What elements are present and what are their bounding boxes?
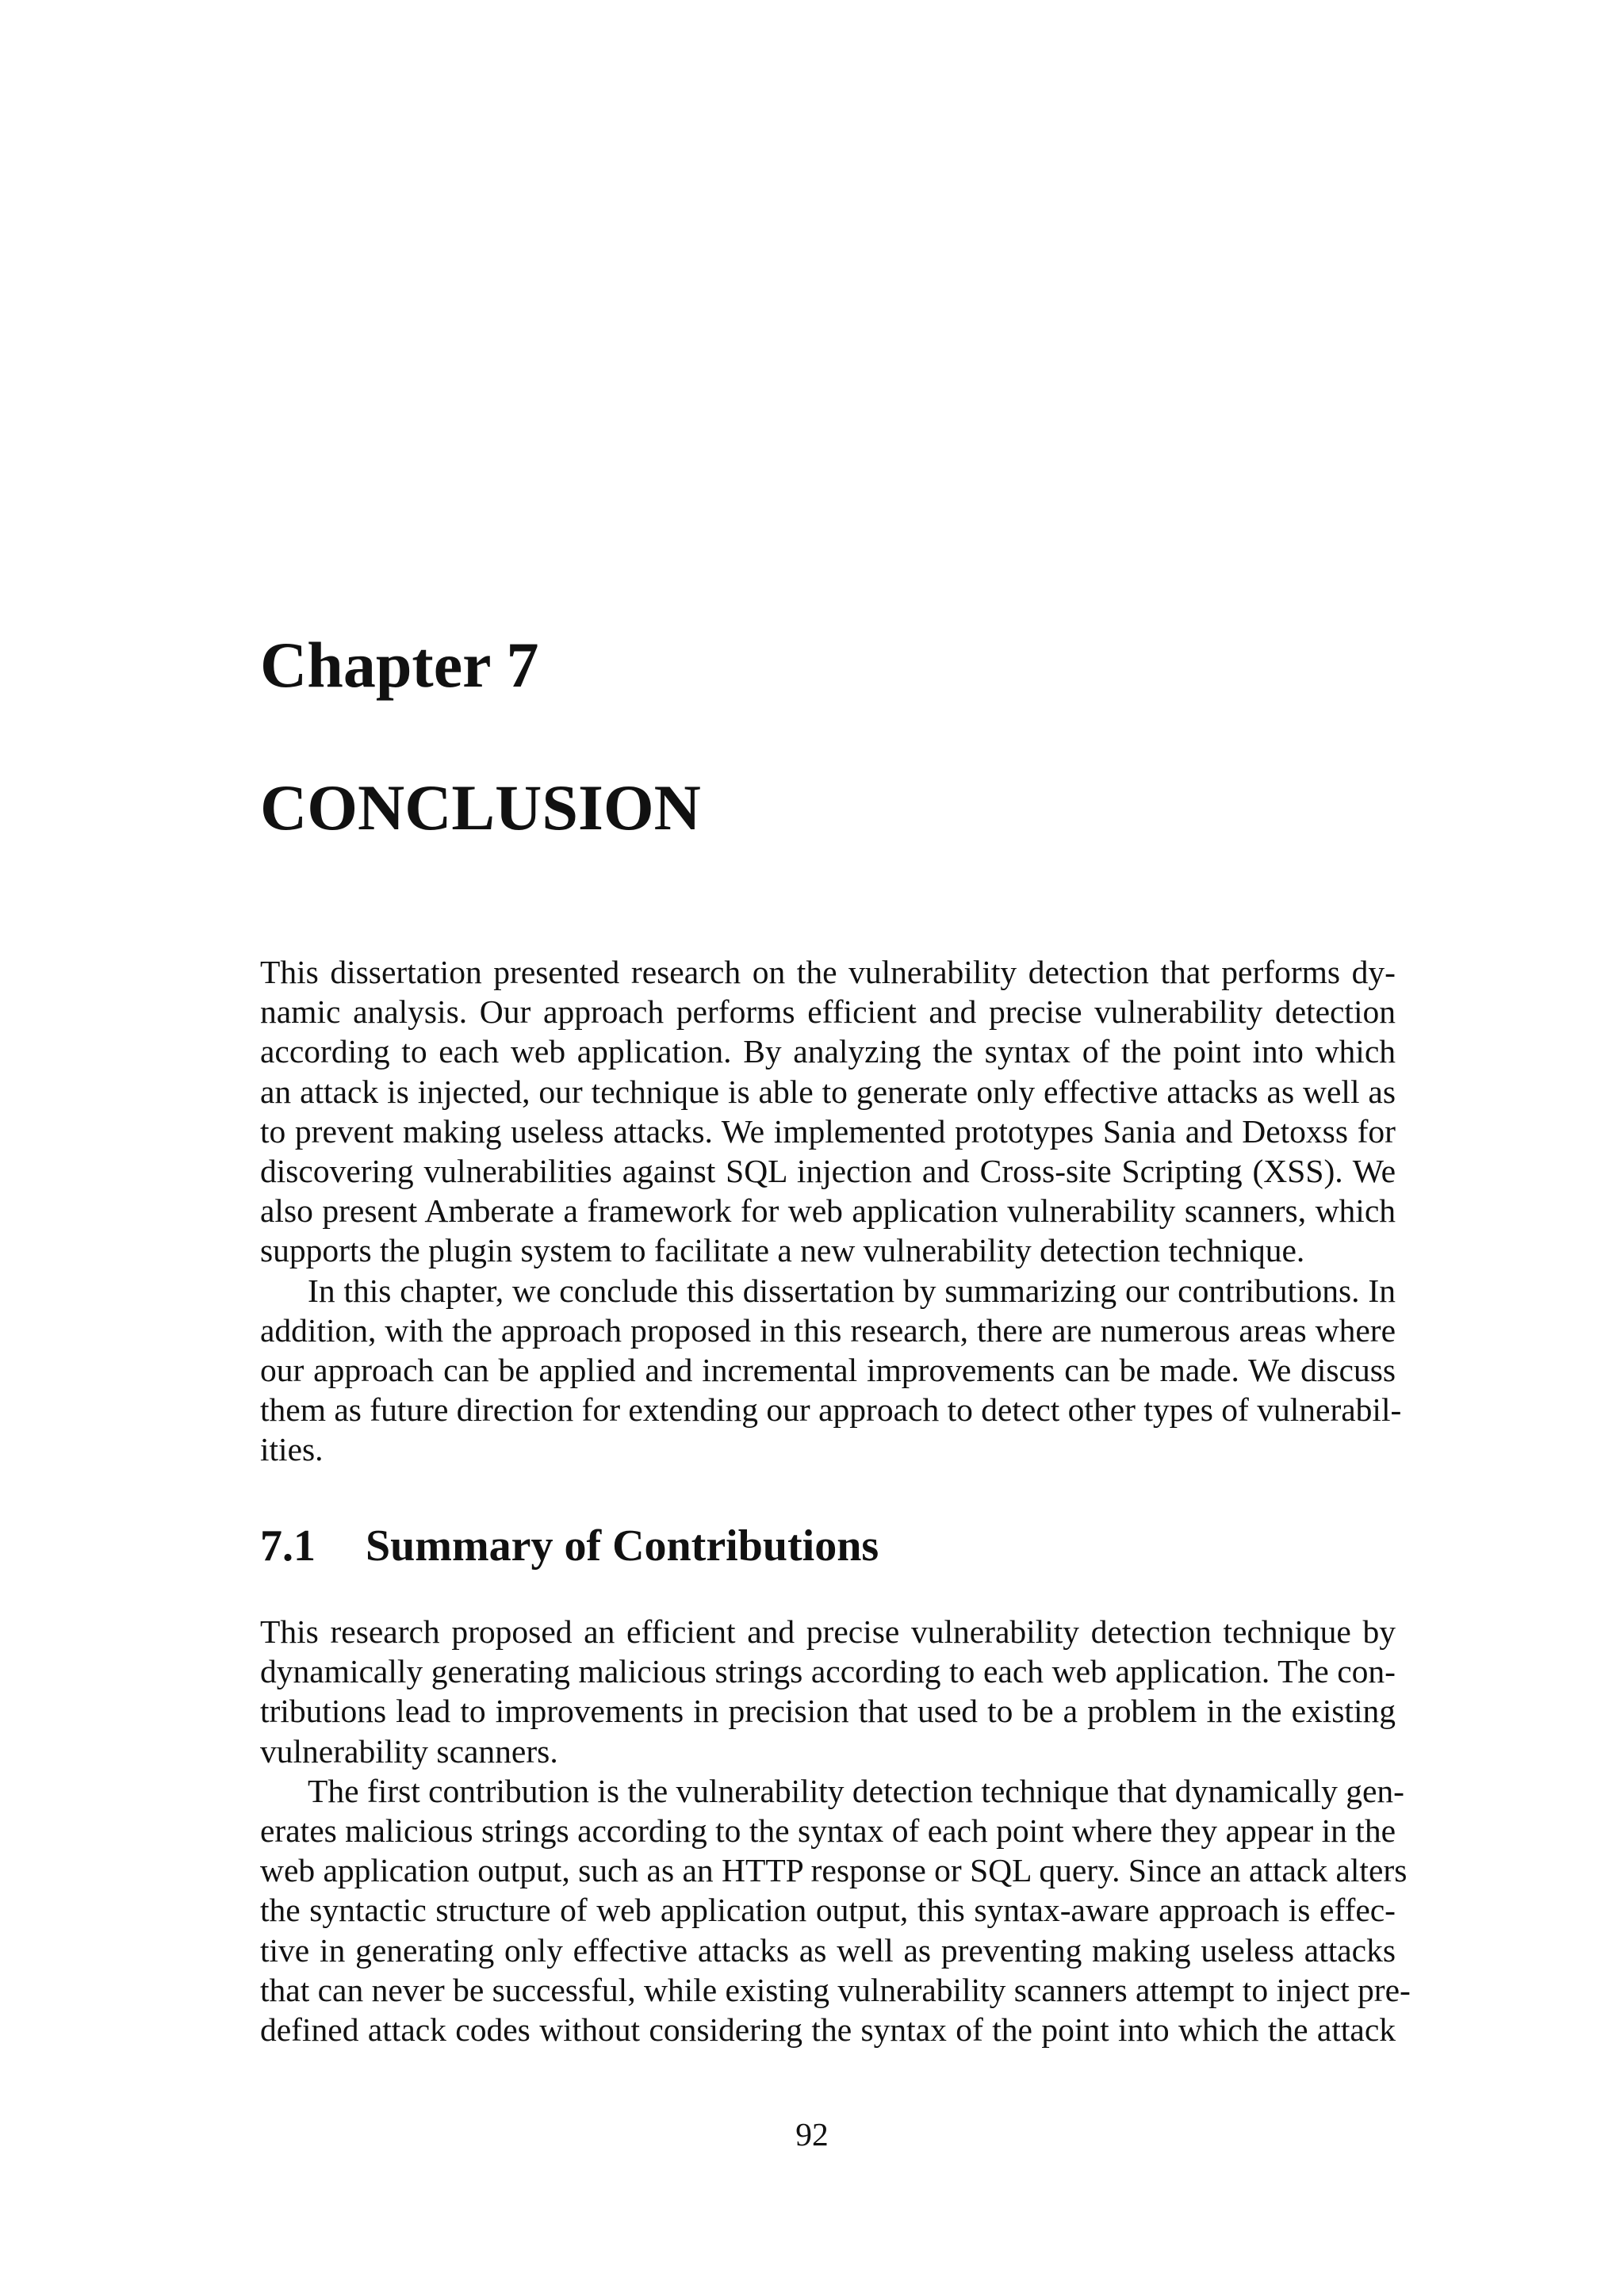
text-line: to prevent making useless attacks. We implemented prototypes Sania and Detoxss for bbox=[260, 1112, 1396, 1150]
text-line: also present Amberate a framework for web application vulnerability scanners, which bbox=[260, 1192, 1396, 1230]
text-line: In this chapter, we conclude this dissertation by summarizing our contributions. In bbox=[308, 1272, 1396, 1309]
text-line: discovering vulnerabilities against SQL injection and Cross-site Scripting (XSS). We bbox=[260, 1152, 1396, 1189]
chapter-label: Chapter 7 bbox=[260, 629, 539, 701]
text-line: the syntactic structure of web application output, this syntax-aware approach is effec- bbox=[260, 1892, 1396, 1929]
text-line: dynamically generating malicious strings according to each web application. The con- bbox=[260, 1653, 1396, 1690]
chapter-title: CONCLUSION bbox=[260, 771, 701, 844]
text-line: supports the plugin system to facilitate a new vulnerability detection technique. bbox=[260, 1232, 1305, 1269]
text-line: that can never be successful, while existing vulnerability scanners attempt to inject pre- bbox=[260, 1971, 1411, 2008]
text-line: our approach can be applied and incremental improvements can be made. We discuss bbox=[260, 1351, 1396, 1388]
text-line: namic analysis. Our approach performs efficient and precise vulnerability detection bbox=[260, 993, 1396, 1031]
text-line: vulnerability scanners. bbox=[260, 1732, 558, 1770]
text-line: This dissertation presented research on the vulnerability detection that performs dy- bbox=[260, 954, 1396, 990]
text-line: ities. bbox=[260, 1431, 324, 1468]
text-line: defined attack codes without considering the syntax of the point into which the attack bbox=[260, 2011, 1396, 2048]
section-title: Summary of Contributions bbox=[366, 1521, 879, 1571]
section-heading bbox=[260, 1521, 879, 1571]
text-line: erates malicious strings according to the syntax of each point where they appear in the bbox=[260, 1812, 1396, 1849]
text-line: them as future direction for extending our approach to detect other types of vulnerabil- bbox=[260, 1391, 1402, 1429]
page-number: 92 bbox=[795, 2116, 829, 2152]
text-line: tive in generating only effective attacks as well as preventing making useless attacks bbox=[260, 1931, 1396, 1969]
summary-paragraphs bbox=[260, 1612, 1411, 2049]
text-line: web application output, such as an HTTP response or SQL query. Since an attack alters bbox=[260, 1852, 1408, 1889]
text-line: addition, with the approach proposed in this research, there are numerous areas where bbox=[260, 1311, 1396, 1349]
section-number: 7.1 bbox=[260, 1521, 316, 1571]
text-line: tributions lead to improvements in precision that used to be a problem in the existing bbox=[260, 1693, 1396, 1730]
intro-paragraphs bbox=[260, 952, 1402, 1469]
text-line: according to each web application. By analyzing the syntax of the point into which bbox=[260, 1033, 1396, 1070]
text-line: The first contribution is the vulnerability detection technique that dynamically gen- bbox=[308, 1772, 1404, 1809]
text-line: This research proposed an efficient and precise vulnerability detection technique by bbox=[260, 1613, 1396, 1650]
text-line: an attack is injected, our technique is able to generate only effective attacks as well as bbox=[260, 1073, 1396, 1110]
